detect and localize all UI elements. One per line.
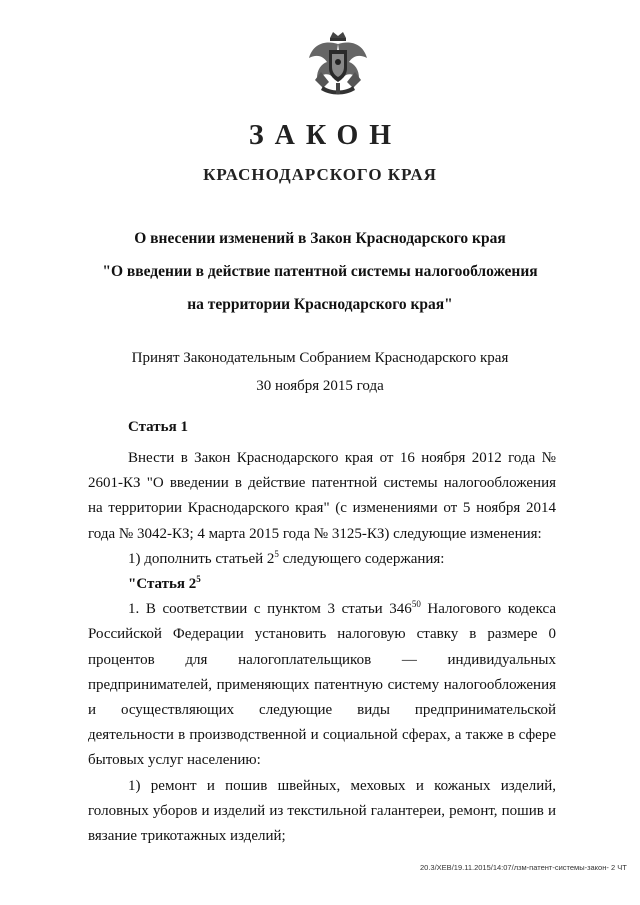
adoption-line-1: Принят Законодательным Собранием Краснодарского края <box>131 350 509 366</box>
point-1 <box>88 597 556 773</box>
new-article-label <box>88 572 556 597</box>
new-article-text: "Статья 2 <box>128 576 197 593</box>
adoption-note <box>0 344 640 400</box>
point-1-text: 1. В соответствии с пунктом 3 статьи 346 <box>128 601 412 618</box>
law-title: ЗАКОН <box>248 120 403 151</box>
heading-line-3: на территории Краснодарского края" <box>187 296 453 313</box>
article-1-label: Статья 1 <box>128 419 188 435</box>
item-1-text: 1) дополнить статьей 2 <box>128 550 275 567</box>
law-region: КРАСНОДАРСКОГО КРАЯ <box>203 165 437 184</box>
point-1-text-end: Налогового кодекса Российской Федерации установить налоговую ставку в размере 0 процентов для налогоплательщиков — индивидуальных предпринимателей, применяющих патентную систему налогообложения и осуществляющих следующие виды предпринимательской деятельности в производственной и социальной сферах, а также в сфере бытовых услуг населению: <box>88 601 556 769</box>
subitem-1: 1) ремонт и пошив швейных, меховых и кожаных изделий, головных уборов и изделий из текстильной галантереи, ремонт, пошив и вязание трикотажных изделий; <box>88 777 556 845</box>
document-heading <box>0 222 640 321</box>
new-article-superscript: 5 <box>196 574 201 585</box>
point-1-superscript: 50 <box>411 599 421 610</box>
footer-code: 20.3/ХЕВ/19.11.2015/14:07/лзм-патент-системы-закон- 2 ЧТ <box>420 863 627 872</box>
article-1-intro: Внести в Закон Краснодарского края от 16 ноября 2012 года № 2601-КЗ "О введении в действие патентной системы налогообложения на территории Краснодарского края" (с изменениями от 5 ноября 2014 года № 3042-КЗ; 4 марта 2015 года № 3125-КЗ) следующие изменения: <box>88 450 556 542</box>
article-1-body <box>88 446 556 849</box>
article-1-item-1 <box>88 547 556 572</box>
coat-of-arms-icon <box>303 28 373 98</box>
item-1-superscript: 5 <box>274 548 279 559</box>
item-1-text-end: следующего содержания: <box>278 550 445 567</box>
heading-line-1: О внесении изменений в Закон Краснодарского края <box>134 230 506 247</box>
adoption-date: 30 ноября 2015 года <box>256 378 384 394</box>
heading-line-2: "О введении в действие патентной системы налогообложения <box>102 263 538 280</box>
